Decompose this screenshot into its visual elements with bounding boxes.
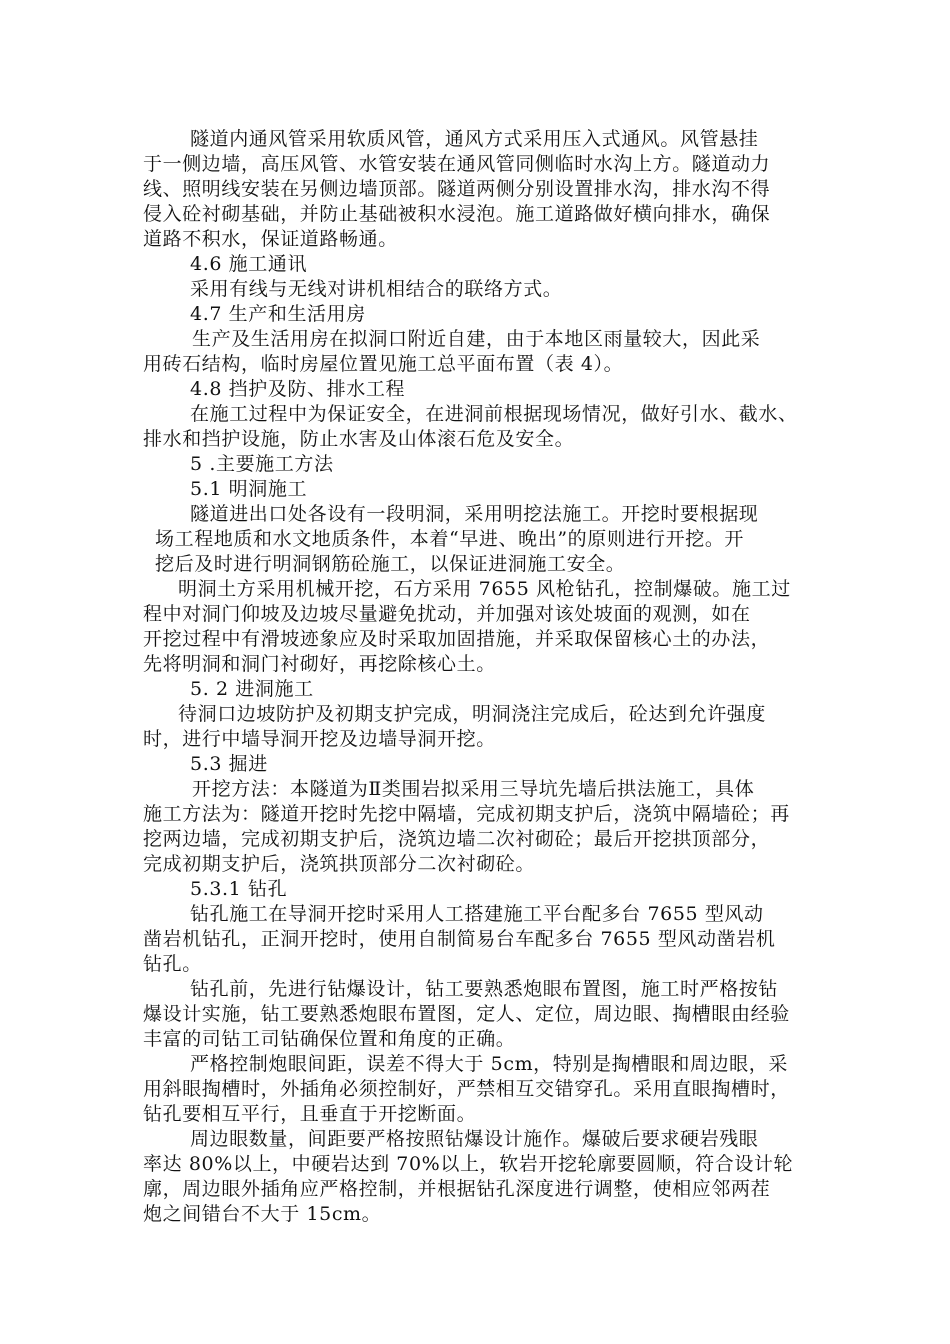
text-line: 在施工过程中为保证安全，在进洞前根据现场情况，做好引水、截水、: [190, 403, 798, 425]
section-heading: 4.6 施工通讯: [190, 253, 308, 275]
text-line: 周边眼数量，间距要严格按照钻爆设计施作。爆破后要求硬岩残眼: [190, 1128, 759, 1150]
section-heading: 5.1 明洞施工: [190, 478, 308, 500]
text-line: 程中对洞门仰坡及边坡尽量避免扰动，并加强对该处坡面的观测，如在: [143, 603, 751, 625]
text-line: 道路不积水，保证道路畅通。: [143, 228, 398, 250]
text-line: 采用有线与无线对讲机相结合的联络方式。: [190, 278, 563, 300]
text-line: 开挖方法：本隧道为Ⅱ类围岩拟采用三导坑先墙后拱法施工，具体: [192, 778, 755, 800]
text-line: 隧道进出口处各设有一段明洞，采用明挖法施工。开挖时要根据现: [190, 503, 759, 525]
section-heading: 5.3 掘进: [190, 753, 268, 775]
text-line: 钻孔施工在导洞开挖时采用人工搭建施工平台配多台 7655 型风动: [190, 903, 764, 925]
text-line: 挖后及时进行明洞钢筋砼施工，以保证进洞施工安全。: [155, 553, 626, 575]
text-line: 完成初期支护后，浇筑拱顶部分二次衬砌砼。: [143, 853, 536, 875]
text-line: 钻孔前，先进行钻爆设计，钻工要熟悉炮眼布置图，施工时严格按钻: [190, 978, 779, 1000]
text-line: 爆设计实施，钻工要熟悉炮眼布置图，定人、定位，周边眼、掏槽眼由经验: [143, 1003, 790, 1025]
text-line: 排水和挡护设施，防止水害及山体滚石危及安全。: [143, 428, 575, 450]
text-line: 钻孔。: [143, 953, 202, 975]
text-line: 用砖石结构，临时房屋位置见施工总平面布置（表 4）。: [143, 353, 624, 375]
text-line: 廓，周边眼外插角应严格控制，并根据钻孔深度进行调整，使相应邻两茬: [143, 1178, 771, 1200]
text-line: 场工程地质和水文地质条件，本着“早进、晚出”的原则进行开挖。开: [155, 528, 745, 550]
section-heading: 4.8 挡护及防、排水工程: [190, 378, 406, 400]
text-line: 挖两边墙，完成初期支护后，浇筑边墙二次衬砌砼；最后开挖拱顶部分，: [143, 828, 771, 850]
text-line: 生产及生活用房在拟洞口附近自建，由于本地区雨量较大，因此采: [192, 328, 761, 350]
text-line: 开挖过程中有滑坡迹象应及时采取加固措施，并采取保留核心土的办法，: [143, 628, 771, 650]
text-line: 时，进行中墙导洞开挖及边墙导洞开挖。: [143, 728, 496, 750]
text-line: 施工方法为：隧道开挖时先挖中隔墙，完成初期支护后，浇筑中隔墙砼；再: [143, 803, 790, 825]
section-heading: 5 .主要施工方法: [190, 453, 334, 475]
section-heading: 5. 2 进洞施工: [190, 678, 314, 700]
text-line: 线、照明线安装在另侧边墙顶部。隧道两侧分别设置排水沟，排水沟不得: [143, 178, 771, 200]
text-line: 率达 80%以上，中硬岩达到 70%以上，软岩开挖轮廓要圆顺，符合设计轮: [143, 1153, 794, 1175]
section-heading: 5.3.1 钻孔: [190, 878, 288, 900]
text-line: 丰富的司钻工司钻确保位置和角度的正确。: [143, 1028, 516, 1050]
text-line: 用斜眼掏槽时，外插角必须控制好，严禁相互交错穿孔。采用直眼掏槽时，: [143, 1078, 790, 1100]
text-line: 明洞土方采用机械开挖，石方采用 7655 风枪钻孔，控制爆破。施工过: [178, 578, 791, 600]
text-line: 严格控制炮眼间距，误差不得大于 5cm，特别是掏槽眼和周边眼，采: [190, 1053, 788, 1075]
text-line: 于一侧边墙，高压风管、水管安装在通风管同侧临时水沟上方。隧道动力: [143, 153, 771, 175]
section-heading: 4.7 生产和生活用房: [190, 303, 366, 325]
text-line: 侵入砼衬砌基础，并防止基础被积水浸泡。施工道路做好横向排水，确保: [143, 203, 771, 225]
text-line: 隧道内通风管采用软质风管，通风方式采用压入式通风。风管悬挂: [190, 128, 759, 150]
text-line: 待洞口边坡防护及初期支护完成，明洞浇注完成后，砼达到允许强度: [178, 703, 767, 725]
text-line: 炮之间错台不大于 15cm。: [143, 1203, 382, 1225]
text-line: 先将明洞和洞门衬砌好，再挖除核心土。: [143, 653, 496, 675]
text-line: 凿岩机钻孔，正洞开挖时，使用自制简易台车配多台 7655 型风动凿岩机: [143, 928, 776, 950]
text-line: 钻孔要相互平行，且垂直于开挖断面。: [143, 1103, 477, 1125]
